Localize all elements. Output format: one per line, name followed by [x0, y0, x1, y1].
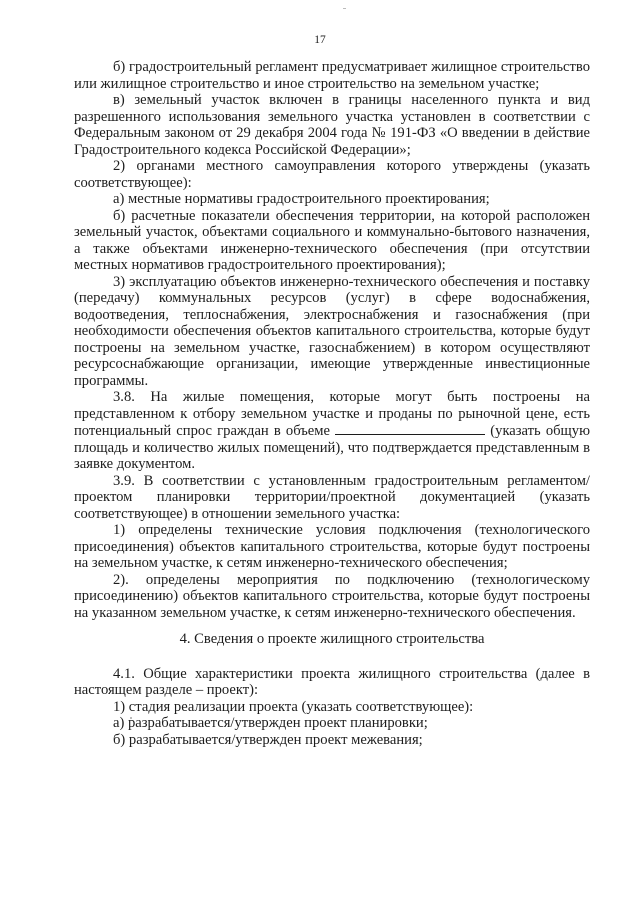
paragraph: б) расчетные показатели обеспечения территории, на которой расположен земельный участок, объектами социального и коммунально-бытового назначения, а также объектами инженерно-технического обеспечения (при отсутствии местных нормативов градостроительного проектирования); [74, 207, 590, 273]
blank-underline [335, 422, 485, 435]
paragraph: а) разрабатывается/утвержден проект планировки; [113, 715, 428, 731]
paragraph-demand [74, 389, 590, 473]
scan-speck [343, 8, 346, 9]
paragraph: 3) эксплуатацию объектов инженерно-технического обеспечения и поставку (передачу) коммунальных ресурсов (услуг) в сфере водоснабжения, водоотведения, теплоснабжения, электроснабжения и газоснабжения (при необходимости обеспечения объектов капитального строительства, которые будут построены на земельном участке, газоснабжением) в котором осуществляют ресурсоснабжающие организации, имеющие утвержденные инвестиционные программы. [74, 273, 590, 389]
paragraph-text: 3.8. На жилые помещения, которые могут быть построены на представленном к отбору земельном участке и проданы по рыночной цене, есть потенциальный спрос граждан в объеме [74, 389, 590, 439]
paragraph: 1) стадия реализации проекта (указать соответствующее): [113, 698, 474, 715]
paragraph-text: (указать общую площадь и количество жилых помещений), что подтверждается представленным в заявке документом. [74, 423, 590, 472]
paragraph: 1) определены технические условия подключения (технологического присоединения) объектов капитального строительства, которые будут построены на земельном участке, к сетям инженерно-технического обеспечения; [74, 522, 590, 571]
document-body [74, 59, 590, 748]
paragraph: а) местные нормативы градостроительного проектирования; [113, 191, 490, 207]
paragraph: в) земельный участок включен в границы населенного пункта и вид разрешенного использования земельного участка установлен в соответствии с Федеральным законом от 29 декабря 2004 года № 191-ФЗ «О введении в действие Градостроительного кодекса Российской Федерации»; [74, 92, 590, 158]
paragraph: б) градостроительный регламент предусматривает жилищное строительство или жилищное строительство и иное строительство на земельном участке; [74, 59, 590, 92]
paragraph: 3.9. В соответствии с установленным градостроительным регламентом/проектом планировки территории/проектной документацией (указать соответствующее) в отношении земельного участка: [74, 472, 590, 522]
paragraph: б) разрабатывается/утвержден проект межевания; [113, 731, 423, 748]
page-number: 17 [314, 34, 326, 46]
paragraph: 2). определены мероприятия по подключению (технологическому присоединению) объектов капитального строительства, которые будут построены на указанном земельном участке, к сетям инженерно-технического обеспечения. [74, 571, 590, 621]
paragraph: 2) органами местного самоуправления которого утверждены (указать соответствующее): [74, 158, 590, 191]
paragraph: 4.1. Общие характеристики проекта жилищного строительства (далее в настоящем разделе – проект): [74, 665, 590, 698]
section-heading: 4. Сведения о проекте жилищного строительства [179, 631, 485, 647]
